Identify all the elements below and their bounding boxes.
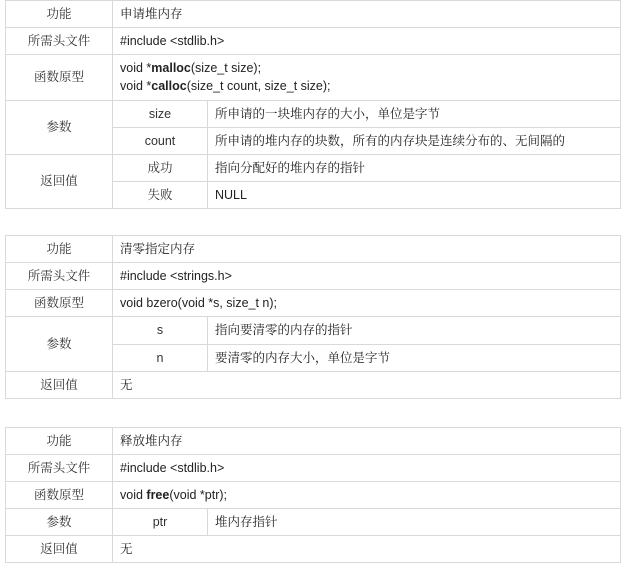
row-label-return: 返回值 — [6, 536, 113, 563]
function-table-malloc-calloc — [5, 0, 621, 209]
row-value-header-file: #include <strings.h> — [113, 263, 621, 290]
row-label-function: 功能 — [6, 427, 113, 454]
table-row — [6, 290, 621, 317]
prototype-line — [120, 486, 613, 504]
table-row — [6, 509, 621, 536]
row-value-return: 无 — [113, 371, 621, 398]
prototype-post: (void *ptr); — [169, 488, 227, 502]
param-name: s — [113, 317, 208, 344]
row-value-prototype — [113, 482, 621, 509]
function-table-free — [5, 427, 621, 564]
table-row — [6, 1, 621, 28]
table-row — [6, 536, 621, 563]
prototype-pre: void — [120, 488, 147, 502]
prototype-fn-name: calloc — [151, 79, 187, 94]
prototype-fn-name: free — [146, 488, 170, 502]
param-name: size — [113, 100, 208, 127]
return-desc: NULL — [208, 181, 621, 208]
return-desc: 指向分配好的堆内存的指针 — [208, 154, 621, 181]
row-label-function: 功能 — [6, 1, 113, 28]
row-label-params: 参数 — [6, 509, 113, 536]
prototype-post: (size_t count, size_t size); — [186, 79, 331, 94]
row-label-return: 返回值 — [6, 371, 113, 398]
table-row — [6, 154, 621, 181]
prototype-pre: void bzero(void *s, size_t n); — [120, 296, 278, 311]
param-desc: 要清零的内存大小，单位是字节 — [208, 344, 621, 371]
prototype-pre: void * — [120, 79, 152, 94]
function-table-bzero — [5, 235, 621, 399]
row-value-header-file: #include <stdlib.h> — [113, 28, 621, 55]
row-label-prototype: 函数原型 — [6, 290, 113, 317]
row-label-header-file: 所需头文件 — [6, 454, 113, 481]
row-label-prototype: 函数原型 — [6, 482, 113, 509]
row-label-params: 参数 — [6, 317, 113, 371]
param-desc: 指向要清零的内存的指针 — [208, 317, 621, 344]
prototype-line — [120, 77, 613, 95]
row-value-prototype — [113, 55, 621, 100]
param-name: count — [113, 127, 208, 154]
row-label-params: 参数 — [6, 100, 113, 154]
row-value-prototype — [113, 290, 621, 317]
row-value-function: 清零指定内存 — [113, 236, 621, 263]
table-row — [6, 371, 621, 398]
row-value-function: 申请堆内存 — [113, 1, 621, 28]
row-label-header-file: 所需头文件 — [6, 28, 113, 55]
row-label-header-file: 所需头文件 — [6, 263, 113, 290]
table-row — [6, 427, 621, 454]
param-desc: 堆内存指针 — [208, 509, 621, 536]
param-desc: 所申请的一块堆内存的大小，单位是字节 — [208, 100, 621, 127]
param-name: ptr — [113, 509, 208, 536]
table-row — [6, 454, 621, 481]
row-value-return: 无 — [113, 536, 621, 563]
row-label-return: 返回值 — [6, 154, 113, 208]
table-row — [6, 482, 621, 509]
table-row — [6, 236, 621, 263]
prototype-post: (size_t size); — [190, 61, 262, 76]
row-label-function: 功能 — [6, 236, 113, 263]
row-value-header-file: #include <stdlib.h> — [113, 454, 621, 481]
param-desc: 所申请的堆内存的块数，所有的内存块是连续分布的、无间隔的 — [208, 127, 621, 154]
table-gap — [0, 399, 626, 427]
table-row — [6, 100, 621, 127]
table-row — [6, 28, 621, 55]
row-label-prototype: 函数原型 — [6, 55, 113, 100]
table-row — [6, 317, 621, 344]
prototype-line — [120, 59, 613, 77]
return-name: 失败 — [113, 181, 208, 208]
prototype-pre: void * — [120, 61, 152, 76]
row-value-function: 释放堆内存 — [113, 427, 621, 454]
return-name: 成功 — [113, 154, 208, 181]
param-name: n — [113, 344, 208, 371]
table-row — [6, 263, 621, 290]
table-gap — [0, 209, 626, 235]
prototype-fn-name: malloc — [151, 61, 191, 76]
prototype-line — [120, 294, 613, 312]
table-row — [6, 55, 621, 100]
